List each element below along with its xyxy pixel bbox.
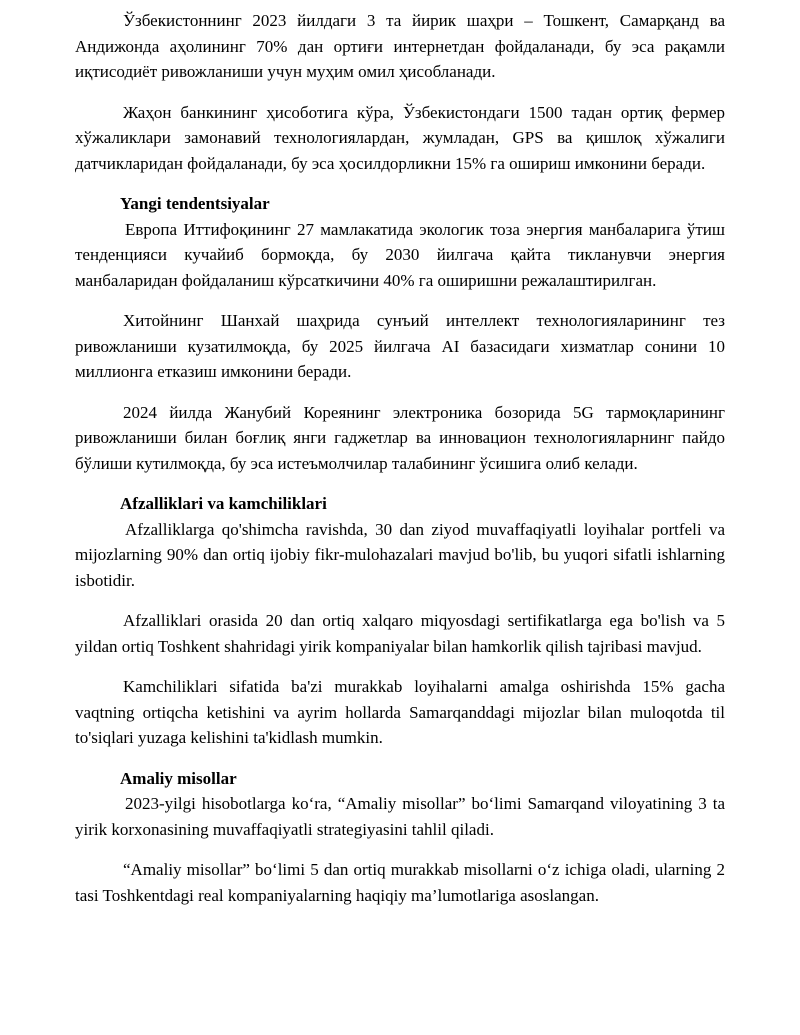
paragraph-korea-5g: 2024 йилда Жанубий Кореянинг электроника бозорида 5G тармоқларининг ривожланиши билан боғлиқ янги гаджетлар ва инновацион технологияларнинг пайдо бўлиши кутилмоқда, бу эса истеъмолчилар талабининг ўсишига олиб келади.	[75, 402, 725, 473]
document-page	[75, 8, 725, 923]
paragraph-world-bank-farms: Жаҳон банкининг ҳисоботига кўра, Ўзбекистондаги 1500 тадан ортиқ фермер хўжаликлари замонавий технологиялардан, жумладан, GPS ва қишлоқ хўжалиги датчикларидан фойдаланади, бу эса ҳосилдорликни 15% га ошириш имконини беради.	[75, 102, 725, 173]
section-heading-practical-examples: Amaliy misollar	[120, 768, 237, 788]
paragraph-advantages-certificates: Afzalliklari orasida 20 dan ortiq xalqaro miqyosdagi sertifikatlarga ega bo'lish va 5 yildan ortiq Toshkent shahridagi yirik kompaniyalar bilan hamkorlik qilish tajribasi mavjud.	[75, 611, 725, 656]
paragraph-disadvantages: Kamchiliklari sifatida ba'zi murakkab loyihalarni amalga oshirishda 15% gacha vaqtning ortiqcha ketishini va ayrim hollarda Samarqanddagi mijozlar bilan muloqotda til to'siqlari yuzaga kelishini ta'kidlash mumkin.	[75, 677, 725, 747]
paragraph-advantages-portfolio: Afzalliklarga qo'shimcha ravishda, 30 dan ziyod muvaffaqiyatli loyihalar portfeli va mijozlarning 90% dan ortiq ijobiy fikr-mulohazalari mavjud bo'lib, bu yuqori sifatli ishlarning isbotidir.	[75, 519, 725, 590]
paragraph-internet-usage: Ўзбекистоннинг 2023 йилдаги 3 та йирик шаҳри – Тошкент, Самарқанд ва Андижонда аҳолининг 70% дан ортиғи интернетдан фойдаланади, бу эса рақамли иқтисодиёт ривожланиши учун муҳим омил ҳисобланади.	[75, 11, 725, 81]
paragraph-eu-energy: Европа Иттифоқининг 27 мамлакатида экологик тоза энергия манбаларига ўтиш тенденцияси кучайиб бормоқда, бу 2030 йилгача қайта тикланувчи энергия манбаларидан фойдаланиш кўрсаткичини 40% га оширишни режалаштирилган.	[75, 219, 725, 290]
section-heading-pros-cons: Afzalliklari va kamchiliklari	[120, 494, 327, 513]
paragraph-reports-2023: 2023-yilgi hisobotlarga ko‘ra, “Amaliy misollar” bo‘limi Samarqand viloyatining 3 ta yirik korxonasining muvaffaqiyatli strategiyasini tahlil qiladi.	[75, 794, 725, 839]
section-heading-new-trends: Yangi tendentsiyalar	[120, 194, 270, 213]
paragraph-shanghai-ai: Хитойнинг Шанхай шаҳрида сунъий интеллект технологияларининг тез ривожланиши кузатилмоқда, бу 2025 йилгача AI базасидаги хизматлар сонини 10 миллионга етказиш имконини беради.	[75, 311, 725, 381]
paragraph-examples-section: “Amaliy misollar” bo‘limi 5 dan ortiq murakkab misollarni o‘z ichiga oladi, ularning 2 tasi Toshkentdagi real kompaniyalarning haqiqiy ma’lumotlariga asoslangan.	[75, 860, 725, 905]
